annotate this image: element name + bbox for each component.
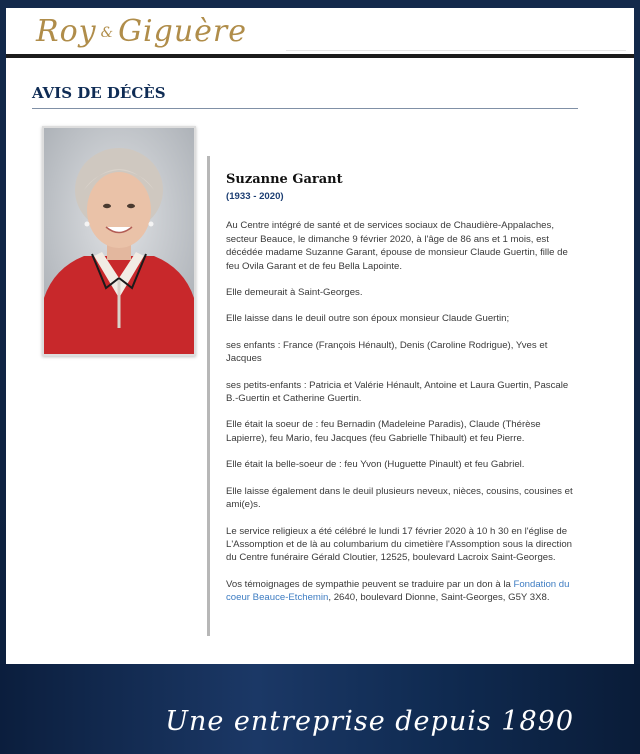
obituary-paragraph: ses petits-enfants : Patricia et Valérie Hénault, Antoine et Laura Guertin, Pascale B.-Guertin et Catherine Guertin. [226, 379, 569, 405]
site-header [6, 8, 634, 58]
donation-paragraph [226, 578, 576, 605]
foundation-link[interactable]: Fondation du coeur Beauce-Etchemin [226, 578, 570, 604]
obituary-panel [6, 58, 634, 664]
obituary-content [226, 172, 576, 618]
donation-text-before: Vos témoignages de sympathie peuvent se traduire par un don à la [226, 578, 514, 590]
obituary-paragraph: Elle demeurait à Saint-Georges. [226, 287, 363, 299]
life-years: (1933 - 2020) [226, 191, 284, 202]
deceased-name: Suzanne Garant [226, 172, 343, 187]
portrait-photo [42, 126, 196, 356]
obituary-paragraph: Elle était la belle-soeur de : feu Yvon (Huguette Pinault) et feu Gabriel. [226, 459, 525, 471]
logo-part-1: Roy [36, 14, 97, 49]
obituary-paragraph: Elle laisse dans le deuil outre son époux monsieur Claude Guertin; [226, 313, 510, 325]
donation-text-after: , 2640, boulevard Dionne, Saint-Georges, G5Y 3X8. [328, 592, 550, 604]
logo-ampersand: & [100, 25, 115, 41]
logo-part-2: Giguère [118, 14, 248, 49]
obituary-paragraph: Au Centre intégré de santé et de services sociaux de Chaudière-Appalaches, secteur Beauce, le dimanche 9 février 2020, à l'âge de 86 ans et 1 mois, est décédée madame Suzanne Garant, épouse de monsieur Claude Guertin, fille de feu Ovila Garant et de feu Bella Lapointe. [226, 220, 568, 272]
footer-tagline: Une entreprise depuis 1890 [165, 706, 574, 737]
header-divider [286, 50, 626, 51]
obituary-paragraph: Elle laisse également dans le deuil plusieurs neveux, nièces, cousins, cousines et ami(e)s. [226, 485, 573, 511]
portrait-illustration [44, 128, 194, 354]
content-divider [207, 156, 210, 636]
obituary-paragraph: Le service religieux a été célébré le lundi 17 février 2020 à 10 h 30 en l'église de L'Assomption et de là au columbarium du cimetière l'Assomption sous la direction du Centre funéraire Gérald Cloutier, 12525, boulevard Lacroix Saint-Georges. [226, 525, 573, 564]
site-logo[interactable] [36, 14, 247, 49]
obituary-paragraph: Elle était la soeur de : feu Bernadin (Madeleine Paradis), Claude (Thérèse Lapierre), feu Mario, feu Jacques (feu Gabrielle Thibault) et feu Pierre. [226, 419, 541, 444]
page-title: AVIS DE DÉCÈS [32, 84, 166, 102]
obituary-paragraph: ses enfants : France (François Hénault), Denis (Caroline Rodrigue), Yves et Jacques [226, 339, 548, 365]
title-divider [32, 108, 578, 109]
